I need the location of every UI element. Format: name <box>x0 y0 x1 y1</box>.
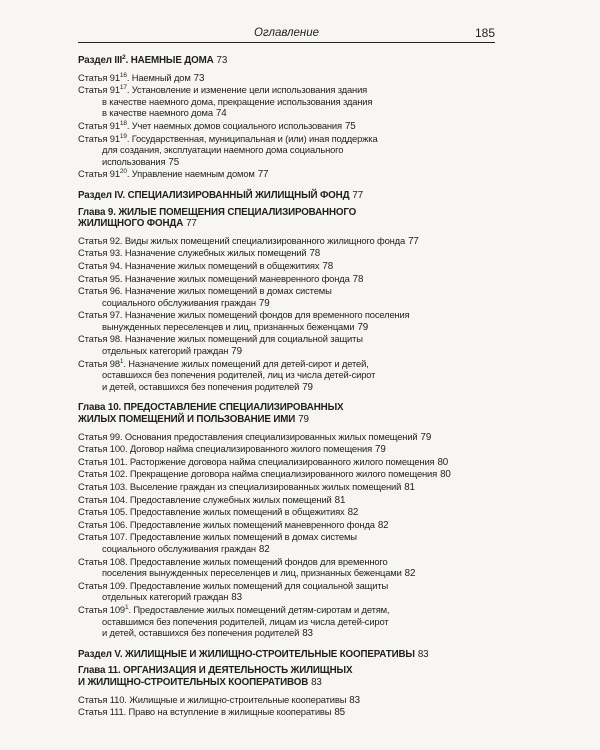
page-ref[interactable]: 77 <box>352 189 364 201</box>
toc-line <box>78 297 495 310</box>
entry-number: Статья 91 <box>78 71 120 83</box>
toc-line <box>78 556 495 568</box>
page-ref[interactable]: 79 <box>298 414 309 426</box>
entry-number: Статья 108 <box>78 555 125 567</box>
entry-text <box>78 168 255 179</box>
page-ref[interactable]: 77 <box>186 218 197 230</box>
entry-text <box>102 144 343 155</box>
toc-line <box>78 591 495 604</box>
toc-entry <box>78 235 495 248</box>
entry-text <box>78 665 352 676</box>
toc-entry <box>78 358 495 394</box>
toc-entry <box>78 706 495 719</box>
entry-title: отдельных категорий граждан <box>102 345 229 357</box>
entry-number-superscript: 1 <box>124 603 129 611</box>
toc-line <box>78 580 495 592</box>
entry-title: социального обслуживания граждан <box>102 542 256 554</box>
entry-title: поселения вынужденных переселенцев и лиц, признанных беженцами <box>102 567 402 579</box>
toc-line <box>78 616 495 628</box>
entry-title: и детей, оставшихся без попечения родителей <box>102 627 300 639</box>
running-header <box>78 24 495 43</box>
toc-entry <box>78 556 495 580</box>
toc-line <box>78 694 495 707</box>
page-ref[interactable]: 83 <box>302 628 313 640</box>
entry-title: . Предоставление жилых помещений детям-сиротам и детям, <box>128 603 390 615</box>
entry-text <box>78 247 306 258</box>
toc-line <box>78 133 495 145</box>
page-ref[interactable]: 79 <box>357 321 369 333</box>
page-ref[interactable]: 81 <box>404 482 415 493</box>
entry-number: Статья 109 <box>78 603 125 615</box>
toc-line <box>78 402 495 414</box>
page-ref[interactable]: 82 <box>258 543 270 555</box>
entry-number: Статья 99 <box>78 430 120 442</box>
page-ref[interactable]: 79 <box>258 297 270 309</box>
entry-title: . Назначение жилых помещений в домах системы <box>119 285 332 297</box>
entry-title: . Выселение граждан из специализированных жилых помещений <box>124 481 402 492</box>
entry-number: Статья 102 <box>78 468 125 480</box>
toc-line <box>78 358 495 370</box>
toc-line <box>78 333 495 345</box>
entry-text <box>102 567 402 578</box>
entry-title: . Назначение служебных жилых помещений <box>119 247 307 259</box>
entry-text <box>78 556 388 567</box>
page-ref[interactable]: 78 <box>352 273 364 285</box>
entry-text <box>78 677 308 688</box>
entry-text <box>102 96 372 107</box>
page-ref[interactable]: 83 <box>349 694 360 706</box>
entry-title: социального обслуживания граждан <box>102 296 256 308</box>
entry-text <box>78 120 342 131</box>
toc-entry <box>78 333 495 357</box>
toc-heading <box>78 207 495 230</box>
entry-title: . Предоставление жилых помещений в общежитиях <box>124 506 345 518</box>
toc-entry <box>78 168 495 181</box>
toc-heading <box>78 402 495 425</box>
entry-text <box>102 543 256 554</box>
entry-number: Статья 95 <box>78 272 120 284</box>
toc-entry <box>78 72 495 85</box>
entry-text <box>78 260 319 271</box>
entry-text <box>78 414 295 425</box>
entry-title: ЖИЛИЩНОГО ФОНДА <box>78 218 184 230</box>
entry-title: . Предоставление жилых помещений маневренного фонда <box>124 518 375 530</box>
entry-title: . Назначение жилых помещений в общежитиях <box>119 259 320 271</box>
entry-title: . Основания предоставления специализированных жилых помещений <box>119 430 418 442</box>
toc-entry <box>78 431 495 444</box>
entry-title: . ЖИЛИЩНЫЕ И ЖИЛИЩНО-СТРОИТЕЛЬНЫЕ КООПЕРАТИВЫ <box>119 648 415 660</box>
entry-number: Статья 94 <box>78 259 120 271</box>
toc-line <box>78 235 495 248</box>
entry-title: . Назначение жилых помещений фондов для временного поселения <box>119 309 410 321</box>
entry-title: ЖИЛЫХ ПОМЕЩЕНИЙ И ПОЛЬЗОВАНИЕ ИМИ <box>78 414 296 426</box>
toc-entry <box>78 494 495 507</box>
entry-text <box>78 218 183 229</box>
entry-number: Статья 92 <box>78 234 120 246</box>
page-ref[interactable]: 73 <box>193 72 205 84</box>
entry-text <box>78 481 401 492</box>
entry-text <box>78 309 410 320</box>
toc-entry <box>78 120 495 133</box>
entry-title: . Предоставление жилых помещений фондов для временного <box>124 555 388 567</box>
toc-line <box>78 494 495 507</box>
entry-number: Раздел IV <box>78 189 123 201</box>
toc-line <box>78 649 495 661</box>
entry-number: Статья 100 <box>78 443 125 455</box>
entry-title: . ПРЕДОСТАВЛЕНИЕ СПЕЦИАЛИЗИРОВАННЫХ <box>118 402 344 414</box>
entry-text <box>78 649 415 660</box>
toc-line <box>78 706 495 719</box>
page-ref[interactable]: 85 <box>334 707 345 719</box>
entry-number: Статья 109 <box>78 579 125 591</box>
entry-title: . ОРГАНИЗАЦИЯ И ДЕЯТЕЛЬНОСТЬ ЖИЛИЩНЫХ <box>117 665 353 677</box>
toc-line <box>78 247 495 260</box>
entry-number: Статья 105 <box>78 506 125 518</box>
entry-title: в качестве наемного дома <box>102 107 213 119</box>
entry-text <box>78 333 363 344</box>
entry-text <box>78 133 378 144</box>
entry-title: . Учет наемных домов социального использования <box>126 119 342 131</box>
entry-number: Статья 91 <box>78 132 120 144</box>
entry-title: . Расторжение договора найма специализированного жилого помещения <box>124 455 435 467</box>
entry-text <box>102 616 389 627</box>
toc-line <box>78 543 495 556</box>
entry-text <box>102 345 228 356</box>
entry-number-superscript: 1 <box>119 357 124 365</box>
entry-text <box>78 456 434 467</box>
toc-line <box>78 531 495 543</box>
page-ref[interactable]: 83 <box>231 592 242 604</box>
entry-number: Статья 111 <box>78 706 124 718</box>
entry-number: Статья 91 <box>78 119 120 131</box>
entry-text <box>78 358 369 369</box>
entry-text <box>78 580 388 591</box>
toc-entry <box>78 694 495 707</box>
toc-line <box>78 677 495 689</box>
toc-line <box>78 627 495 640</box>
entry-text <box>78 531 357 542</box>
entry-number: Статья 101 <box>78 455 125 467</box>
entry-text <box>78 519 375 530</box>
entry-text <box>78 468 437 479</box>
toc-line <box>78 414 495 426</box>
entry-number: Статья 97 <box>78 309 120 321</box>
toc-line <box>78 567 495 580</box>
entry-number: Глава 11 <box>78 665 118 677</box>
toc-line <box>78 443 495 456</box>
entry-text <box>102 107 213 118</box>
page-ref[interactable]: 80 <box>440 469 451 481</box>
page-ref[interactable]: 82 <box>377 519 389 531</box>
toc-line <box>78 381 495 394</box>
entry-text <box>102 381 299 392</box>
toc-entry <box>78 604 495 640</box>
page-number: 185 <box>474 26 495 40</box>
entry-number: Статья 98 <box>78 333 120 345</box>
entry-text <box>78 694 346 705</box>
entry-number: Глава 10 <box>78 402 119 414</box>
toc-line <box>78 506 495 519</box>
toc-line <box>78 345 495 358</box>
toc-line <box>78 207 495 219</box>
toc-line <box>78 144 495 156</box>
entry-number-superscript: 20 <box>119 168 127 176</box>
entry-text <box>102 627 299 638</box>
entry-title: оставшихся без попечения родителей, лиц из числа детей-сирот <box>102 369 376 381</box>
toc-line <box>78 369 495 381</box>
page-ref[interactable]: 74 <box>215 108 227 120</box>
entry-number: Статья 91 <box>78 168 120 180</box>
page-ref[interactable]: 75 <box>168 156 180 168</box>
toc-line <box>78 218 495 230</box>
entry-text <box>78 235 405 246</box>
entry-number: Статья 104 <box>78 493 125 505</box>
table-of-contents <box>78 55 495 719</box>
entry-text <box>102 156 165 167</box>
toc-line <box>78 168 495 181</box>
toc-entry <box>78 260 495 273</box>
entry-title: . Жилищные и жилищно-строительные кооперативы <box>124 693 347 705</box>
entry-number: Статья 106 <box>78 518 125 530</box>
toc-entry <box>78 133 495 169</box>
toc-line <box>78 456 495 469</box>
entry-number: Статья 98 <box>78 357 120 369</box>
entry-number: Статья 110 <box>78 693 125 705</box>
entry-text <box>78 207 356 218</box>
toc-entry <box>78 84 495 120</box>
entry-title: И ЖИЛИЩНО-СТРОИТЕЛЬНЫХ КООПЕРАТИВОВ <box>78 676 309 688</box>
toc-line <box>78 481 495 494</box>
entry-text <box>78 285 332 296</box>
entry-text <box>102 297 256 308</box>
toc-entry <box>78 285 495 309</box>
entry-number: Статья 91 <box>78 84 120 96</box>
entry-title: . Предоставление служебных жилых помещений <box>124 493 332 505</box>
page-ref[interactable]: 82 <box>404 568 416 580</box>
entry-text <box>78 604 389 615</box>
entry-text <box>78 443 372 454</box>
entry-title: . Договор найма специализированного жилого помещения <box>124 443 373 455</box>
entry-title: отдельных категорий граждан <box>102 591 229 603</box>
entry-title: . СПЕЦИАЛИЗИРОВАННЫЙ ЖИЛИЩНЫЙ ФОНД <box>122 189 350 201</box>
page-ref[interactable]: 79 <box>302 381 313 393</box>
toc-entry <box>78 580 495 604</box>
toc-entry <box>78 247 495 260</box>
entry-number-superscript: 17 <box>119 84 127 92</box>
entry-title: . Назначение жилых помещений для детей-сирот и детей, <box>123 357 369 369</box>
page-ref[interactable]: 82 <box>347 507 359 519</box>
entry-text <box>78 190 349 201</box>
entry-number: Раздел V <box>78 648 120 660</box>
toc-heading <box>78 665 495 688</box>
entry-text <box>102 591 228 602</box>
entry-title: . ЖИЛЫЕ ПОМЕЩЕНИЯ СПЕЦИАЛИЗИРОВАННОГО <box>113 206 357 218</box>
toc-entry <box>78 273 495 286</box>
toc-entry <box>78 531 495 555</box>
entry-title: . Государственная, муниципальная и (или) иная поддержка <box>126 132 378 144</box>
toc-line <box>78 604 495 616</box>
entry-text <box>78 72 191 83</box>
page-ref[interactable]: 79 <box>375 444 386 456</box>
entry-text <box>102 369 375 380</box>
entry-number: Глава 9 <box>78 206 114 218</box>
entry-text <box>78 506 345 517</box>
entry-number-superscript: 2 <box>122 54 126 61</box>
toc-heading <box>78 649 495 661</box>
entry-text <box>78 706 331 717</box>
toc-line <box>78 285 495 297</box>
toc-line <box>78 260 495 273</box>
toc-line <box>78 519 495 532</box>
entry-title: . Виды жилых помещений специализированного жилищного фонда <box>119 234 406 246</box>
toc-line <box>78 273 495 286</box>
entry-title: . Право на вступление в жилищные кооперативы <box>123 706 332 718</box>
page-ref[interactable]: 77 <box>408 235 419 247</box>
toc-entry <box>78 468 495 481</box>
entry-number: Статья 93 <box>78 247 120 259</box>
entry-number-superscript: 19 <box>119 132 127 140</box>
entry-title: . Установление и изменение цели использования здания <box>126 84 368 96</box>
entry-number-superscript: 18 <box>119 119 127 127</box>
entry-number: Статья 96 <box>78 285 120 297</box>
entry-text <box>78 431 418 442</box>
entry-text <box>102 321 355 332</box>
entry-title: в качестве наемного дома, прекращение использования здания <box>102 95 373 107</box>
entry-title: . Наемный дом <box>126 71 191 83</box>
page-ref[interactable]: 73 <box>216 55 228 66</box>
entry-title: . Назначение жилых помещений маневренного фонда <box>119 272 350 284</box>
toc-line <box>78 309 495 321</box>
toc-line <box>78 107 495 120</box>
page-ref[interactable]: 83 <box>311 676 322 688</box>
entry-title: вынужденных переселенцев и лиц, признанных беженцами <box>102 320 355 332</box>
entry-title: оставшимся без попечения родителей, лицам из числа детей-сирот <box>102 615 389 627</box>
page-ref[interactable]: 80 <box>437 456 449 468</box>
entry-title: . НАЕМНЫЕ ДОМА <box>125 55 214 66</box>
entry-title: . Прекращение договора найма специализированного жилого помещения <box>124 468 438 480</box>
entry-number: Статья 107 <box>78 531 125 543</box>
entry-number: Раздел III <box>78 55 123 66</box>
page-ref[interactable]: 78 <box>309 248 321 260</box>
page-ref[interactable]: 83 <box>417 648 429 660</box>
toc-entry <box>78 443 495 456</box>
entry-title: и детей, оставшихся без попечения родителей <box>102 380 300 392</box>
toc-entry <box>78 309 495 333</box>
page-ref[interactable]: 81 <box>334 494 346 506</box>
toc-line <box>78 96 495 108</box>
entry-title: . Предоставление жилых помещений в домах системы <box>124 531 357 543</box>
entry-text <box>78 55 214 66</box>
entry-text <box>78 273 350 284</box>
header-title: Оглавление <box>254 27 319 39</box>
toc-line <box>78 72 495 85</box>
entry-title: . Управление наемным домом <box>126 168 255 180</box>
toc-line <box>78 431 495 444</box>
toc-line <box>78 321 495 334</box>
toc-line <box>78 190 495 202</box>
book-page <box>78 24 495 719</box>
toc-heading <box>78 190 495 202</box>
entry-number-superscript: 16 <box>119 71 127 79</box>
entry-title: использования <box>102 155 166 167</box>
page-ref[interactable]: 79 <box>420 431 432 443</box>
toc-line <box>78 665 495 677</box>
page-ref[interactable]: 77 <box>257 169 269 181</box>
entry-text <box>78 84 367 95</box>
toc-entry <box>78 481 495 494</box>
entry-title: для создания, эксплуатации наемного дома социального <box>102 144 344 156</box>
toc-line <box>78 468 495 481</box>
toc-entry <box>78 519 495 532</box>
toc-entry <box>78 506 495 519</box>
entry-title: . Назначение жилых помещений для социальной защиты <box>119 333 363 345</box>
toc-entry <box>78 456 495 469</box>
page-ref[interactable]: 79 <box>231 346 242 358</box>
entry-text <box>78 494 332 505</box>
entry-text <box>78 402 343 413</box>
page-ref[interactable]: 75 <box>344 120 356 132</box>
toc-line <box>78 120 495 133</box>
page-ref[interactable]: 78 <box>322 260 333 272</box>
toc-line <box>78 55 495 67</box>
toc-heading <box>78 55 495 67</box>
toc-line <box>78 84 495 96</box>
entry-title: . Предоставление жилых помещений для социальной защиты <box>124 579 389 591</box>
toc-line <box>78 156 495 169</box>
entry-number: Статья 103 <box>78 481 125 492</box>
